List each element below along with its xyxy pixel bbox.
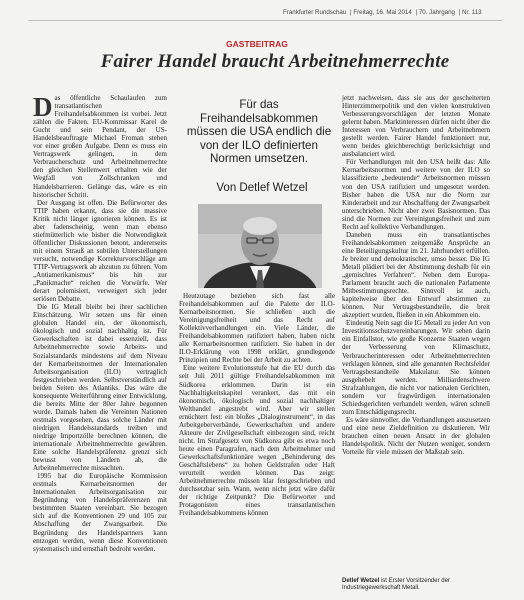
pull-quote: Für das Freihandelsabkommen müssen die USA endlich die von der ILO definierten Normen umsetzen. — [186, 98, 332, 166]
drop-cap: D — [33, 94, 53, 122]
article-headline: Fairer Handel braucht Arbeitnehmerrechte — [100, 51, 450, 72]
newspaper-name: Frankfurter Rundschau — [283, 9, 347, 16]
masthead-rule — [28, 20, 502, 21]
issue-date: Freitag, 16. Mai 2014 — [353, 9, 412, 16]
author-portrait-image — [198, 204, 322, 288]
bio-text: ist Erster Vorsitzender der Industriegewerkschaft Metall. — [342, 578, 450, 591]
volume-year: 70. Jahrgang — [418, 9, 455, 16]
paragraph: Es wäre sinnvoller, die Verhandlungen auszusetzen und eine neue Zieldefinition zu diskutieren. Wir brauchen einen neuen Ansatz in der globalen Handelspolitik. Nicht der Nutzen weniger, sondern Vorteile für viele müssen der Maßstab sein. — [342, 415, 490, 457]
paragraph: Die IG Metall bleibt bei ihrer sachlichen Einschätzung. Wir setzen uns für einen globalen Handel ein, der ökonomisch, ökologisch und sozial nachhaltig ist. Für Gewerkschaften ist dabei essenziell, dass Arbeitnehmerrechte sowie Arbeits- und Sozialstandards mindestens auf dem Niveau der Kernarbeitsnormen der Internationalen Arbeitsorganisation (ILO) vertraglich festgeschrieben werden. Selbstverständlich auf beiden Seiten des Atlantiks. Das wäre die konsequente Weiterführung einer Entwicklung, die bereits Mitte der 80er Jahre begonnen wurde. Damals haben die Vereinten Nationen erstmals vorgesehen, dass solche Länder mit niedrigen Handelsstandards treiben und niedrige Importzölle berechnen können, die internationale Arbeitnehmerrechte gewähren. Eine solche Handelspräferenz grenzt sich bewusst von Ländern ab, die Arbeitnehmerrechte missachten. — [33, 303, 167, 473]
paragraph: Heutzutage beziehen sich fast alle Freihandelsabkommen auf die Palette der ILO-Kernarbeitsnormen. Sie schließen auch die Vereinigungsfreiheit und das Recht auf Kollektivverhandlungen ein. Viele Länder, die Freihandelsabkommen ratifiziert haben, haben nicht alle Kernarbeitsnormen ratifiziert. Sie haben in der ILO-Erklärung von 1998 erklärt, grundlegende Prinzipien und Rechte bei der Arbeit zu achten. — [179, 292, 335, 365]
column-2 — [179, 292, 335, 596]
author-bio — [342, 578, 492, 592]
paragraph: 1995 hat die Europäische Kommission erstmals Kernarbeitsnormen der Internationalen Arbeitsorganisation zur Begründung von Handelspräferenzen mit bestimmten Staaten vereinbart. Sie bezogen sich auf die Konventionen 29 und 105 zur Abschaffung der Zwangsarbeit. Die Begründung des Handelspartners kann entzogen werden, wenn diese Konventionen systematisch und ernsthaft bedroht werden. — [33, 472, 167, 553]
paragraph: jetzt nachweisen, dass sie aus der gescheiterten Hinterzimmerpolitik und den vielen konstruktiven Verbesserungsvorschlägen der letzten Monate gelernt haben. Marktinteressen dürfen nicht über die Interessen von Verbrauchern und Arbeitnehmern gestellt werden. Fairer Handel funktioniert nur, wenn beides gleichberechtigt berücksichtigt und ausbalanciert wird. — [342, 94, 490, 159]
paragraph: Das öffentliche Schaulaufen zum transatlantischen Freihandelsabkommen ist vorbei. Jetzt zählen die Fakten. EU-Kommissar Karel de Gucht und sein Pendant, der US-Handelsbeauftragte Michael Froman stehen vor einer großen Aufgabe. Denn es muss ein Vertragswerk gelingen, in dem Verbraucherschutz und Arbeitnehmerrechte den gleichen Stellenwert erhalten wie der Wegfall von Zollschranken und Handelsbarrieren. Gelänge das, wäre es ein historischer Schritt. — [33, 94, 167, 199]
paragraph: Eindeutig Nein sagt die IG Metall zu jeder Art von Investitionsschutzvereinbarungen. Wir sehen darin ein Einfallstor, wie große Konzerne Staaten wegen der Verbesserung von Klimaschutz, Verbraucherinteressen oder Arbeitnehmerrechten verklagen können, sind alle genannten Rechtsfelder Vertragsbestandteile Makulatur. Sie können ausgehebelt werden. Milliardenschwere Strafzahlungen, die nicht vor nationalen Gerichten, sondern vor fragwürdigen internationalen Schiedsgerichten verhandelt werden, wären schnell zum Entschädigungsrecht. — [342, 319, 490, 416]
masthead: Frankfurter Rundschau | Freitag, 16. Mai 2014 | 70. Jahrgang | Nr. 113 — [283, 9, 482, 16]
issue-number: Nr. 113 — [462, 9, 482, 16]
column-3 — [342, 94, 490, 578]
column-1 — [33, 94, 167, 596]
paragraph: Eine weitere Evolutionsstufe hat die EU durch das seit Juli 2011 gültige Freihandelsabkommen mit Südkorea erklommen. Darin ist ein Nachhaltigkeitskapitel verankert, das mit ein ökonomisch, ökologisch und sozial nachhaltiger Welthandel angestrebt wird. Aber wir stellen ernüchtert fest: ein bloßes „Dialoginstrument“, in das Arbeitgeberverbände, Gewerkschaften und andere Akteure der Zivilgesellschaft einbezogen sind, reicht nicht. Im Strafgesetz von Südkorea gibt es etwa noch heute einen Paragrafen, nach dem Arbeitnehmer und Gewerkschaftsfunktionäre wegen „Behinderung des Geschäftslebens“ zu hohen Geldstrafen oder Haft verurteilt werden können. Das zeigt: Arbeitnehmerrechte müssen klar festgeschrieben und durchsetzbar sein. Wann, wenn nicht jetzt wäre dafür der richtige Zeitpunkt? Die Befürworter und Protagonisten eines transatlantischen Freihandelsabkommens können — [179, 364, 335, 518]
bio-name: Detlef Wetzel — [342, 578, 380, 584]
author-photo — [198, 204, 322, 288]
paragraph: Der Ausgang ist offen. Die Befürworter des TTIP haben erkannt, dass sie die massive Kritik nicht länger ignorieren können. Es ist aber fadenscheinig, wenn man ebenso stiefmütterlich wie bisher die Notwendigkeit öffentlicher Diskussionen betont, andererseits mit einem Strauß an subtilen Unterstellungen versucht, notwendige Korrekturvorschläge am TTIP-Vertragswerk ab abzutun zu führen. Vom „Antiamerikanismus“ bis hin zur „Panikmache“ reichen die Vorwürfe. Wer derart polemisiert, verweigert sich jeder seriösen Debatte. — [33, 198, 167, 304]
author-byline: Von Detlef Wetzel — [216, 182, 308, 194]
paragraph: Für Verhandlungen mit den USA heißt das: Alle Kernarbeitsnormen und weitere von der ILO so klassifizierte „bedeutende“ Arbeitsnormen müssen von den USA ratifiziert und umgesetzt werden. Bisher haben die USA nur die Norm zur Kinderarbeit und zur Abschaffung der Zwangsarbeit unterschrieben. Nicht aber zwei Basisnormen. Das sind die Normen zur Vereinigungsfreiheit und zum Recht auf kollektive Verhandlungen. — [342, 158, 490, 231]
section-tag: GASTBEITRAG — [226, 39, 288, 49]
paragraph: Daneben muss ein transatlantisches Freihandelsabkommen zeitgemäße Ansprüche an eine Beteiligungskultur im 21. Jahrhundert erfüllen. Je breiter und demokratischer, umso besser. Die IG Metall plädiert bei der Abstimmung deshalb für ein „gemischtes Verfahren“. Neben dem Europa-Parlament braucht auch die nationalen Parlamente Mitbestimmungsrechte. Sinnvoll ist auch, kapitelweise über den Entwurf abstimmen zu können. Nur Vertragsbestandteile, die breit akzeptiert wurden, fließen in ein Abkommen ein. — [342, 230, 490, 320]
